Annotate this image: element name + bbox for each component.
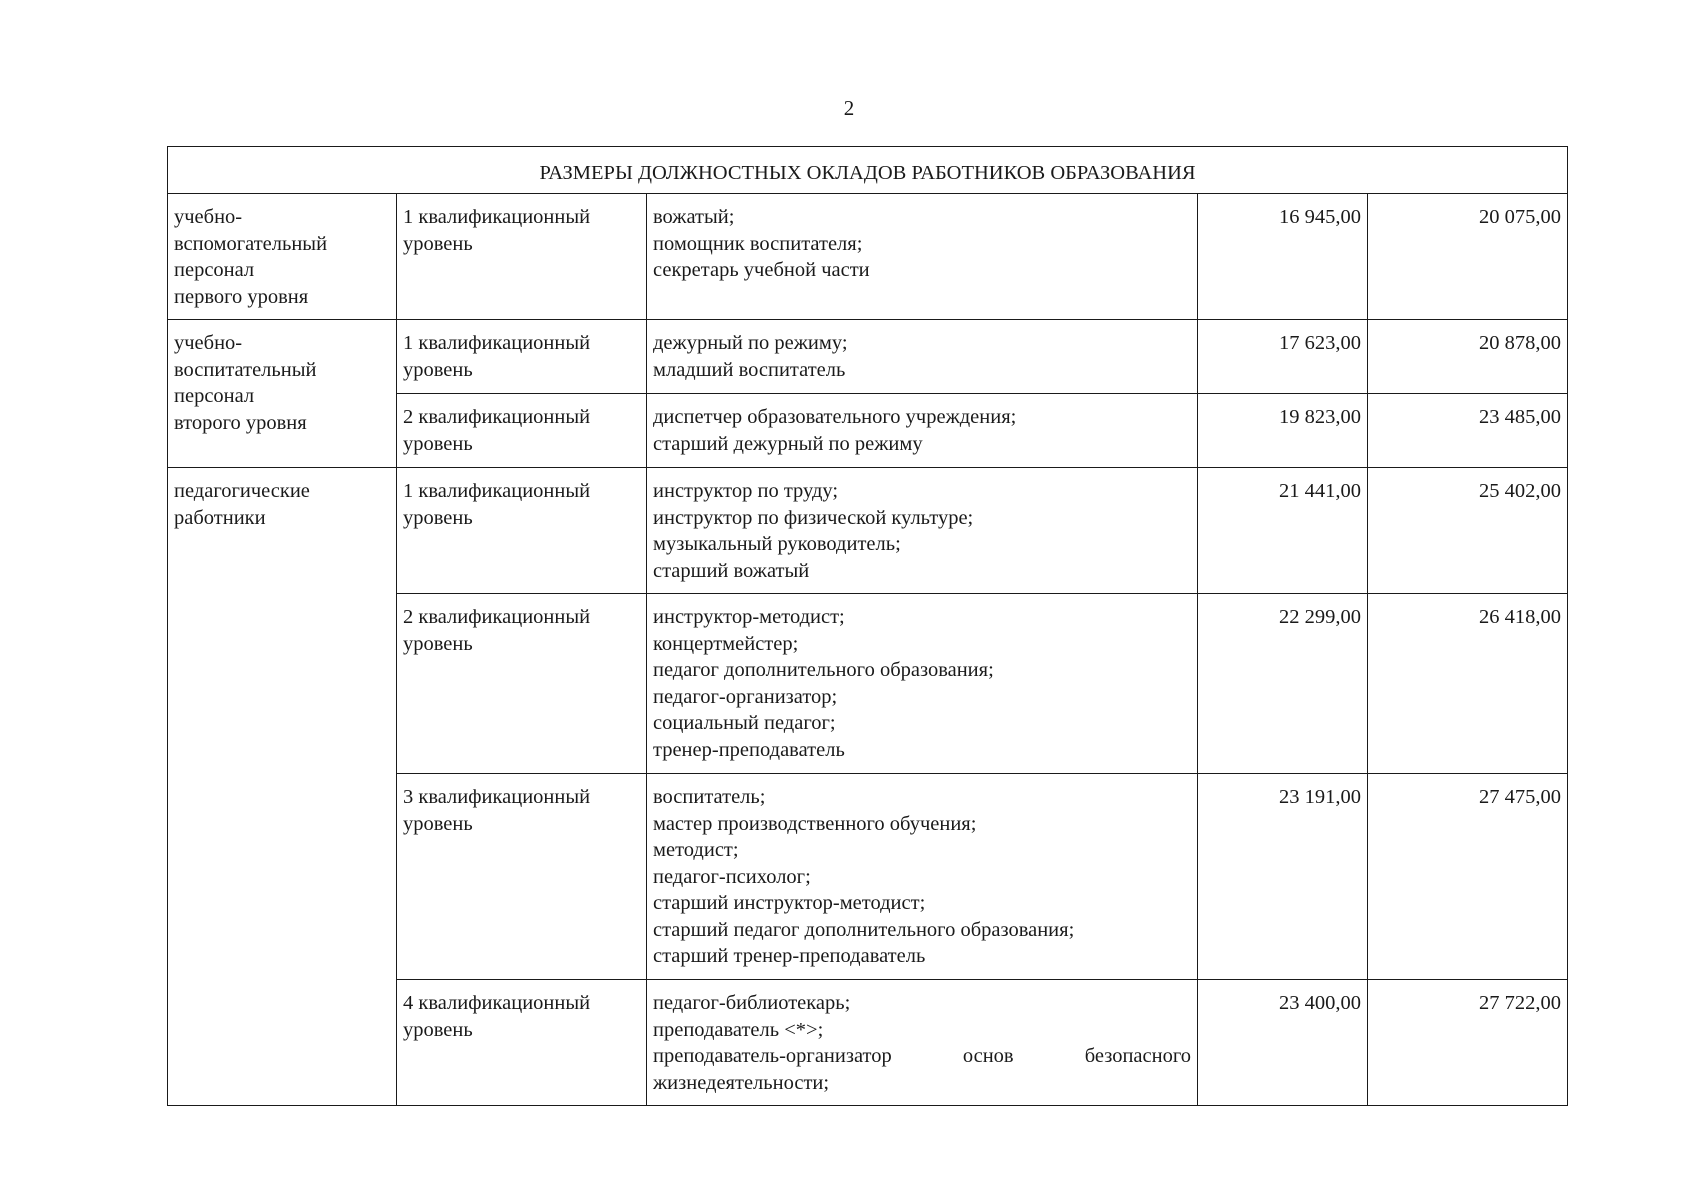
qualification-level-cell xyxy=(397,320,647,394)
group-name-cell xyxy=(168,468,397,1106)
level-line: уровень xyxy=(403,812,473,835)
positions-cell xyxy=(647,594,1198,774)
level-line: уровень xyxy=(403,358,473,381)
level-line: 1 квалификационный xyxy=(403,480,591,502)
position-item: методист; xyxy=(653,839,739,861)
positions-cell xyxy=(647,468,1198,594)
salary-1-cell: 16 945,00 xyxy=(1198,194,1368,320)
group-name-line: учебно- xyxy=(174,206,243,228)
qualification-level-cell xyxy=(397,980,647,1106)
position-item: старший инструктор-методист; xyxy=(653,892,926,914)
group-name-line: второго уровня xyxy=(174,411,307,434)
group-name-line: первого уровня xyxy=(174,285,309,308)
position-item: концертмейстер; xyxy=(653,632,799,655)
position-item: тренер-преподаватель xyxy=(653,738,845,761)
level-line: 4 квалификационный xyxy=(403,992,591,1014)
salary-1-cell: 22 299,00 xyxy=(1198,594,1368,774)
salary-1-cell: 19 823,00 xyxy=(1198,394,1368,468)
group-name-line: учебно- xyxy=(174,332,243,354)
positions-cell xyxy=(647,320,1198,394)
level-line: 1 квалификационный xyxy=(403,332,591,354)
table-row xyxy=(168,320,1568,394)
position-item: диспетчер образовательного учреждения; xyxy=(653,406,1017,428)
position-item: воспитатель; xyxy=(653,786,766,808)
position-item: жизнедеятельности; xyxy=(653,1071,830,1094)
position-item: помощник воспитателя; xyxy=(653,232,863,255)
group-name-line: педагогические xyxy=(174,480,310,502)
page-number: 2 xyxy=(843,96,855,120)
position-item: инструктор-методист; xyxy=(653,606,845,628)
table-title: РАЗМЕРЫ ДОЛЖНОСТНЫХ ОКЛАДОВ РАБОТНИКОВ ОБРАЗОВАНИЯ xyxy=(168,147,1568,194)
group-name-cell xyxy=(168,320,397,468)
salary-2-cell: 25 402,00 xyxy=(1368,468,1568,594)
group-name-line: вспомогательный xyxy=(174,232,328,255)
table-row xyxy=(168,194,1568,320)
level-line: 3 квалификационный xyxy=(403,786,591,808)
position-item: инструктор по труду; xyxy=(653,480,839,502)
salary-1-cell: 17 623,00 xyxy=(1198,320,1368,394)
position-item: секретарь учебной части xyxy=(653,259,870,281)
positions-cell xyxy=(647,394,1198,468)
position-item: преподаватель <*>; xyxy=(653,1018,824,1041)
position-item: музыкальный руководитель; xyxy=(653,533,901,555)
table-row xyxy=(168,468,1568,594)
positions-cell xyxy=(647,774,1198,980)
level-line: 2 квалификационный xyxy=(403,606,591,628)
positions-cell xyxy=(647,194,1198,320)
group-name-line: персонал xyxy=(174,385,255,407)
level-line: уровень xyxy=(403,232,473,255)
position-item: мастер производственного обучения; xyxy=(653,812,977,835)
position-item: дежурный по режиму; xyxy=(653,332,848,354)
position-item: педагог-психолог; xyxy=(653,865,811,888)
position-item: социальный педагог; xyxy=(653,712,836,734)
position-item: педагог-организатор; xyxy=(653,685,838,708)
salary-2-cell: 20 878,00 xyxy=(1368,320,1568,394)
group-name-line: персонал xyxy=(174,259,255,281)
qualification-level-cell xyxy=(397,394,647,468)
position-item: старший педагог дополнительного образования; xyxy=(653,918,1075,941)
salary-table xyxy=(167,146,1568,1106)
position-item: педагог дополнительного образования; xyxy=(653,659,994,681)
qualification-level-cell xyxy=(397,774,647,980)
level-line: уровень xyxy=(403,432,473,455)
level-line: уровень xyxy=(403,1018,473,1041)
level-line: уровень xyxy=(403,632,473,655)
qualification-level-cell xyxy=(397,468,647,594)
qualification-level-cell xyxy=(397,194,647,320)
salary-2-cell: 23 485,00 xyxy=(1368,394,1568,468)
salary-1-cell: 21 441,00 xyxy=(1198,468,1368,594)
salary-2-cell: 26 418,00 xyxy=(1368,594,1568,774)
position-item: преподаватель-организатор основ безопасного xyxy=(653,1045,1191,1067)
salary-1-cell: 23 400,00 xyxy=(1198,980,1368,1106)
qualification-level-cell xyxy=(397,594,647,774)
position-item: инструктор по физической культуре; xyxy=(653,506,974,529)
salary-1-cell: 23 191,00 xyxy=(1198,774,1368,980)
level-line: 2 квалификационный xyxy=(403,406,591,428)
salary-2-cell: 20 075,00 xyxy=(1368,194,1568,320)
positions-cell xyxy=(647,980,1198,1106)
position-item: старший вожатый xyxy=(653,559,810,582)
salary-2-cell: 27 475,00 xyxy=(1368,774,1568,980)
position-item: вожатый; xyxy=(653,206,735,228)
group-name-cell xyxy=(168,194,397,320)
position-item: старший тренер-преподаватель xyxy=(653,945,926,967)
table-title-row xyxy=(168,147,1568,194)
level-line: 1 квалификационный xyxy=(403,206,591,228)
group-name-line: работники xyxy=(174,506,266,529)
position-item: старший дежурный по режиму xyxy=(653,432,923,455)
position-item: младший воспитатель xyxy=(653,358,846,381)
position-item: педагог-библиотекарь; xyxy=(653,992,851,1014)
level-line: уровень xyxy=(403,506,473,529)
salary-2-cell: 27 722,00 xyxy=(1368,980,1568,1106)
group-name-line: воспитательный xyxy=(174,358,317,381)
